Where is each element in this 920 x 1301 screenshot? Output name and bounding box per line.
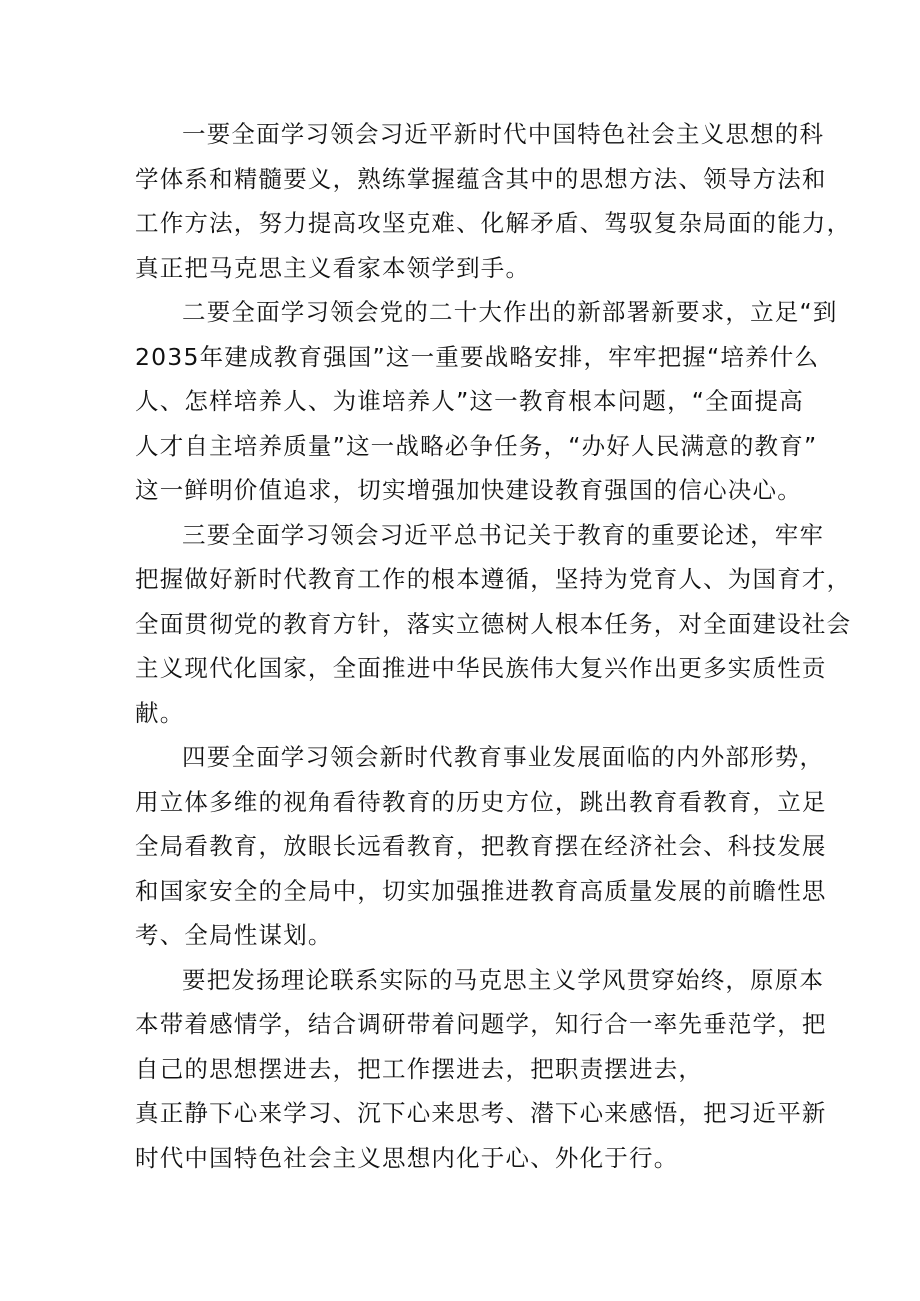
paragraph-5 — [135, 958, 827, 1181]
paragraph-line: 四要全面学习领会新时代教育事业发展面临的内外部形势， — [182, 743, 825, 771]
document-body — [135, 112, 852, 1180]
paragraph-line: 用立体多维的视角看待教育的历史方位，跳出教育看教育，立足 — [135, 787, 827, 816]
paragraph-line: 一要全面学习领会习近平新时代中国特色社会主义思想的科 — [182, 120, 825, 148]
paragraph-line: 献。 — [135, 698, 185, 727]
paragraph-1 — [135, 112, 852, 290]
paragraph-line: 全局看教育，放眼长远看教育，把教育摆在经济社会、科技发展 — [135, 832, 827, 860]
paragraph-line: 本带着感情学，结合调研带着问题学，知行合一率先垂范学，把 — [135, 1010, 827, 1038]
paragraph-line: 把握做好新时代教育工作的根本遵循，坚持为党育人、为国育才， — [135, 565, 852, 593]
paragraph-2 — [135, 290, 838, 513]
paragraph-line: 工作方法，努力提高攻坚克难、化解矛盾、驾驭复杂局面的能力， — [135, 209, 852, 237]
paragraph-line: 真正把马克思主义看家本领学到手。 — [135, 253, 531, 282]
paragraph-line: 2035年建成教育强国”这一重要战略安排，牢牢把握“培养什么 — [135, 342, 820, 371]
paragraph-line: 主义现代化国家，全面推进中华民族伟大复兴作出更多实质性贡 — [135, 654, 827, 682]
paragraph-line: 真正静下心来学习、沉下心来思考、潜下心来感悟，把习近平新 — [135, 1099, 827, 1127]
paragraph-3 — [135, 513, 852, 736]
paragraph-line: 全面贯彻党的教育方针，落实立德树人根本任务，对全面建设社会 — [135, 609, 852, 638]
paragraph-line: 要把发扬理论联系实际的马克思主义学风贯穿始终，原原本 — [182, 965, 825, 994]
paragraph-line: 人才自主培养质量”这一战略必争任务，“办好人民满意的教育” — [135, 431, 818, 460]
paragraph-line: 时代中国特色社会主义思想内化于心、外化于行。 — [135, 1143, 679, 1172]
paragraph-line: 人、怎样培养人、为谁培养人”这一教育根本问题，“全面提高 — [135, 387, 804, 415]
paragraph-4 — [135, 735, 827, 958]
paragraph-line: 考、全局性谋划。 — [135, 921, 333, 949]
paragraph-line: 二要全面学习领会党的二十大作出的新部署新要求，立足“到 — [182, 298, 838, 326]
paragraph-line: 学体系和精髓要义，熟练掌握蕴含其中的思想方法、领导方法和 — [135, 164, 827, 193]
paragraph-line: 和国家安全的全局中，切实加强推进教育高质量发展的前瞻性思 — [135, 876, 827, 905]
paragraph-line: 三要全面学习领会习近平总书记关于教育的重要论述，牢牢 — [182, 520, 825, 549]
paragraph-line: 自己的思想摆进去，把工作摆进去，把职责摆进去， — [135, 1054, 704, 1083]
paragraph-line: 这一鲜明价值追求，切实增强加快建设教育强国的信心决心。 — [135, 476, 802, 504]
